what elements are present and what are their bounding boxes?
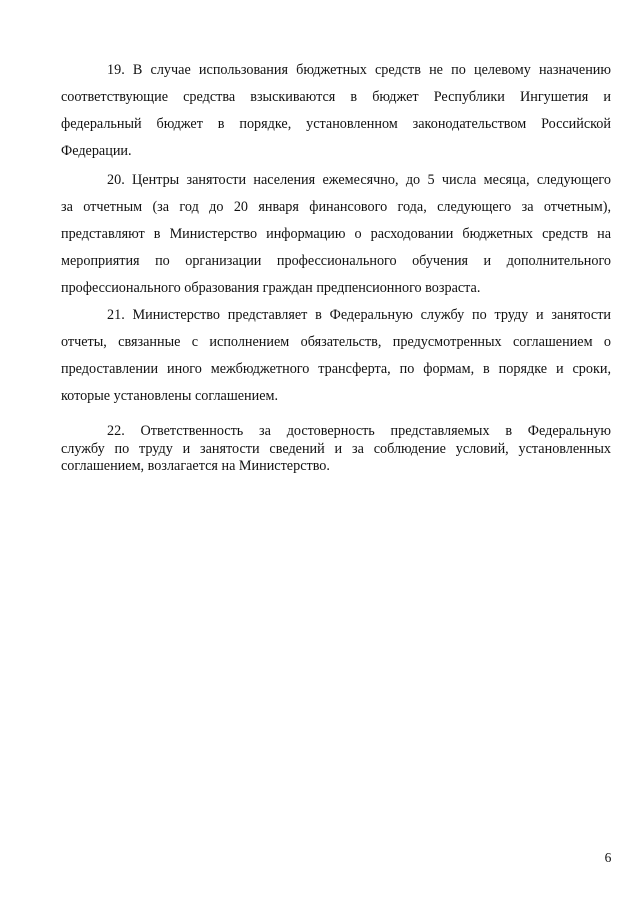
document-body bbox=[61, 57, 611, 476]
paragraph-19 bbox=[61, 57, 611, 165]
text-line: 21. Министерство представляет в Федеральную службу по труду и занятости bbox=[107, 307, 611, 323]
page-number: 6 bbox=[604, 850, 612, 865]
text-line: Федерации. bbox=[61, 143, 132, 159]
text-line: соглашением, возлагается на Министерство. bbox=[61, 458, 330, 474]
text-line: за отчетным (за год до 20 января финансового года, следующего за отчетным), bbox=[61, 199, 611, 215]
text-line: предоставлении иного межбюджетного трансферта, по формам, в порядке и сроки, bbox=[61, 361, 611, 377]
text-line: службу по труду и занятости сведений и за соблюдение условий, установленных bbox=[61, 440, 611, 457]
text-line: федеральный бюджет в порядке, установленном законодательством Российской bbox=[61, 116, 611, 132]
text-line: отчеты, связанные с исполнением обязательств, предусмотренных соглашением о bbox=[61, 334, 611, 350]
text-line: 22. Ответственность за достоверность представляемых в Федеральную bbox=[107, 423, 611, 439]
text-line: представляют в Министерство информацию о расходовании бюджетных средств на bbox=[61, 226, 611, 242]
paragraph-22 bbox=[61, 423, 611, 476]
text-line: 19. В случае использования бюджетных средств не по целевому назначению bbox=[107, 62, 611, 78]
paragraph-20 bbox=[61, 167, 611, 302]
text-line: которые установлены соглашением. bbox=[61, 388, 279, 404]
text-line: профессионального образования граждан предпенсионного возраста. bbox=[61, 280, 481, 296]
paragraph-21 bbox=[61, 302, 611, 410]
text-line: соответствующие средства взыскиваются в бюджет Республики Ингушетия и bbox=[61, 89, 611, 105]
text-line: мероприятия по организации профессионального обучения и дополнительного bbox=[61, 253, 611, 269]
text-line: 20. Центры занятости населения ежемесячно, до 5 числа месяца, следующего bbox=[107, 172, 611, 188]
